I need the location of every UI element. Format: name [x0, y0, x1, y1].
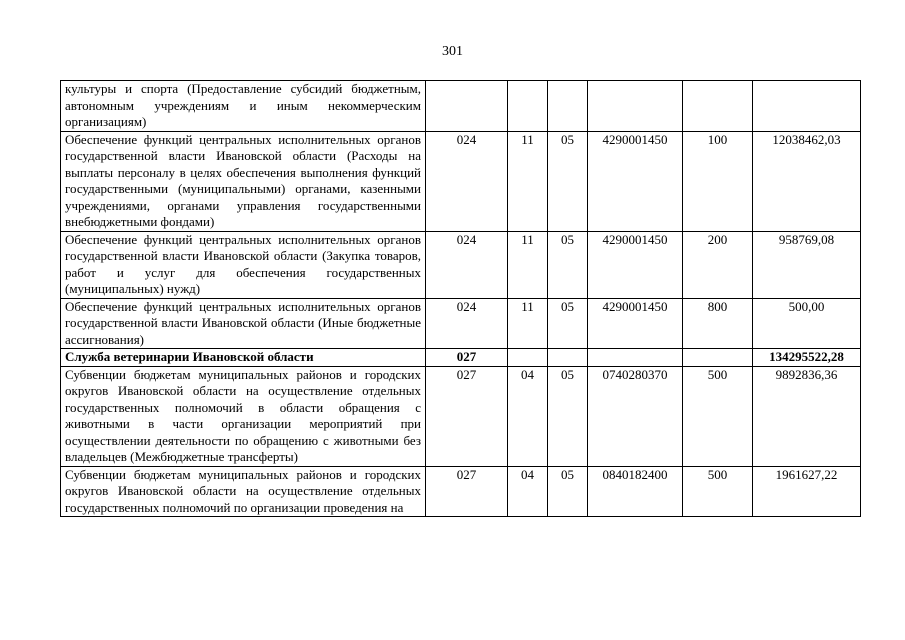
expense-type-code: 500 [683, 366, 753, 466]
table-row [61, 131, 861, 231]
row-description: Субвенции бюджетам муниципальных районов и городских округов Ивановской области на осуществление отдельных государственных полномочий в области обращения с животными в части организации мероприятий при осуществлении деятельности по обращению с животными без владельцев (Межбюджетные трансферты) [61, 366, 426, 466]
budget-table-body [61, 81, 861, 517]
subsection-code: 05 [548, 366, 588, 466]
ministry-code: 024 [426, 131, 508, 231]
target-article-code: 4290001450 [588, 298, 683, 349]
expense-type-code: 100 [683, 131, 753, 231]
section-code: 11 [508, 231, 548, 298]
table-row [61, 298, 861, 349]
row-description: культуры и спорта (Предоставление субсидий бюджетным, автономным учреждениям и иным некоммерческим организациям) [61, 81, 426, 132]
table-row [61, 81, 861, 132]
target-article-code: 0840182400 [588, 466, 683, 517]
subsection-code: 05 [548, 466, 588, 517]
amount-cell: 958769,08 [753, 231, 861, 298]
amount-cell [753, 81, 861, 132]
table-row [61, 366, 861, 466]
ministry-code: 024 [426, 298, 508, 349]
section-code [508, 349, 548, 367]
amount-cell: 1961627,22 [753, 466, 861, 517]
table-row [61, 466, 861, 517]
expense-type-code: 800 [683, 298, 753, 349]
ministry-code: 027 [426, 466, 508, 517]
table-row [61, 231, 861, 298]
section-code: 11 [508, 298, 548, 349]
target-article-code: 0740280370 [588, 366, 683, 466]
subsection-code: 05 [548, 298, 588, 349]
section-code: 11 [508, 131, 548, 231]
ministry-code: 027 [426, 349, 508, 367]
section-code [508, 81, 548, 132]
target-article-code: 4290001450 [588, 231, 683, 298]
expense-type-code [683, 81, 753, 132]
target-article-code [588, 81, 683, 132]
subsection-code [548, 81, 588, 132]
subsection-code: 05 [548, 231, 588, 298]
row-description: Обеспечение функций центральных исполнительных органов государственной власти Ивановской области (Закупка товаров, работ и услуг для обеспечения государственных (муниципальных) нужд) [61, 231, 426, 298]
expense-type-code: 200 [683, 231, 753, 298]
subsection-code [548, 349, 588, 367]
page-number: 301 [442, 44, 463, 59]
section-code: 04 [508, 366, 548, 466]
ministry-code: 027 [426, 366, 508, 466]
expense-type-code: 500 [683, 466, 753, 517]
row-description: Служба ветеринарии Ивановской области [61, 349, 426, 367]
budget-table [60, 80, 861, 517]
expense-type-code [683, 349, 753, 367]
target-article-code: 4290001450 [588, 131, 683, 231]
row-description: Субвенции бюджетам муниципальных районов и городских округов Ивановской области на осуществление отдельных государственных полномочий по организации проведения на [61, 466, 426, 517]
row-description: Обеспечение функций центральных исполнительных органов государственной власти Ивановской области (Иные бюджетные ассигнования) [61, 298, 426, 349]
section-code: 04 [508, 466, 548, 517]
table-row [61, 349, 861, 367]
subsection-code: 05 [548, 131, 588, 231]
amount-cell: 9892836,36 [753, 366, 861, 466]
row-description: Обеспечение функций центральных исполнительных органов государственной власти Ивановской области (Расходы на выплаты персоналу в целях обеспечения выполнения функций государственными (муниципальными) органами, казенными учреждениями, органами управления государственными внебюджетными фондами) [61, 131, 426, 231]
amount-cell: 134295522,28 [753, 349, 861, 367]
amount-cell: 500,00 [753, 298, 861, 349]
amount-cell: 12038462,03 [753, 131, 861, 231]
target-article-code [588, 349, 683, 367]
ministry-code: 024 [426, 231, 508, 298]
ministry-code [426, 81, 508, 132]
